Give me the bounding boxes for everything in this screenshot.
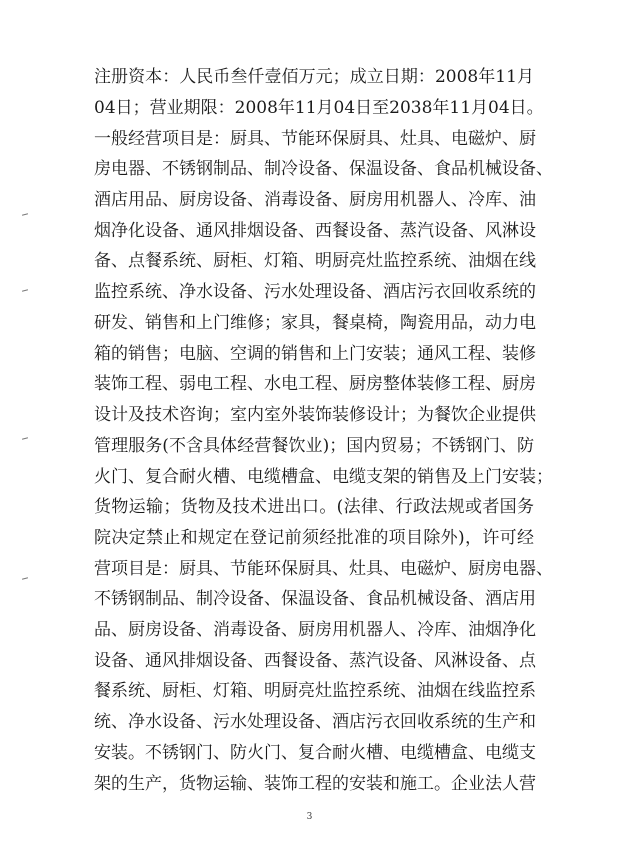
- text-line: 营项目是：厨具、节能环保厨具、灶具、电磁炉、厨房电器、: [94, 559, 553, 579]
- text-line: 研发、销售和上门维修；家具，餐桌椅，陶瓷用品，动力电: [94, 313, 536, 333]
- text-line: 04日；营业期限：2008年11月04日至2038年11月04日。: [94, 98, 544, 118]
- text-line: 装饰工程、弱电工程、水电工程、厨房整体装修工程、厨房: [94, 374, 536, 394]
- text-line: 酒店用品、厨房设备、消毒设备、厨房用机器人、冷库、油: [94, 190, 536, 210]
- text-line: 品、厨房设备、消毒设备、厨房用机器人、冷库、油烟净化: [94, 620, 536, 640]
- scan-mark: [22, 289, 28, 292]
- page-number: 3: [306, 812, 313, 822]
- text-line: 一般经营项目是：厨具、节能环保厨具、灶具、电磁炉、厨: [94, 129, 536, 149]
- text-line: 统、净水设备、污水处理设备、酒店污衣回收系统的生产和: [94, 712, 536, 732]
- text-line: 监控系统、净水设备、污水处理设备、酒店污衣回收系统的: [94, 282, 536, 302]
- text-line: 货物运输；货物及技术进出口。(法律、行政法规或者国务: [94, 497, 534, 517]
- text-line: 注册资本：人民币叁仟壹佰万元；成立日期：2008年11月: [94, 67, 534, 87]
- scan-mark: [22, 577, 28, 580]
- text-line: 火门、复合耐火槽、电缆槽盒、电缆支架的销售及上门安装；: [94, 467, 553, 487]
- text-line: 架的生产，货物运输、装饰工程的安装和施工。企业法人营: [94, 774, 536, 794]
- text-line: 烟净化设备、通风排烟设备、西餐设备、蒸汽设备、风淋设: [94, 221, 536, 241]
- text-line: 设计及技术咨询；室内室外装饰装修设计；为餐饮企业提供: [94, 405, 536, 425]
- text-line: 管理服务(不含具体经营餐饮业)；国内贸易；不锈钢门、防: [94, 436, 534, 456]
- scan-mark: [22, 437, 28, 440]
- scan-mark: [22, 213, 28, 216]
- text-line: 设备、通风排烟设备、西餐设备、蒸汽设备、风淋设备、点: [94, 651, 536, 671]
- text-line: 院决定禁止和规定在登记前须经批准的项目除外)，许可经: [94, 528, 534, 548]
- text-line: 房电器、不锈钢制品、制冷设备、保温设备、食品机械设备、: [94, 159, 553, 179]
- text-line: 箱的销售；电脑、空调的销售和上门安装；通风工程、装修: [94, 344, 536, 364]
- text-line: 备、点餐系统、厨柜、灯箱、明厨亮灶监控系统、油烟在线: [94, 251, 536, 271]
- text-line: 餐系统、厨柜、灯箱、明厨亮灶监控系统、油烟在线监控系: [94, 681, 536, 701]
- text-line: 不锈钢制品、制冷设备、保温设备、食品机械设备、酒店用: [94, 589, 536, 609]
- text-line: 安装。不锈钢门、防火门、复合耐火槽、电缆槽盒、电缆支: [94, 743, 536, 763]
